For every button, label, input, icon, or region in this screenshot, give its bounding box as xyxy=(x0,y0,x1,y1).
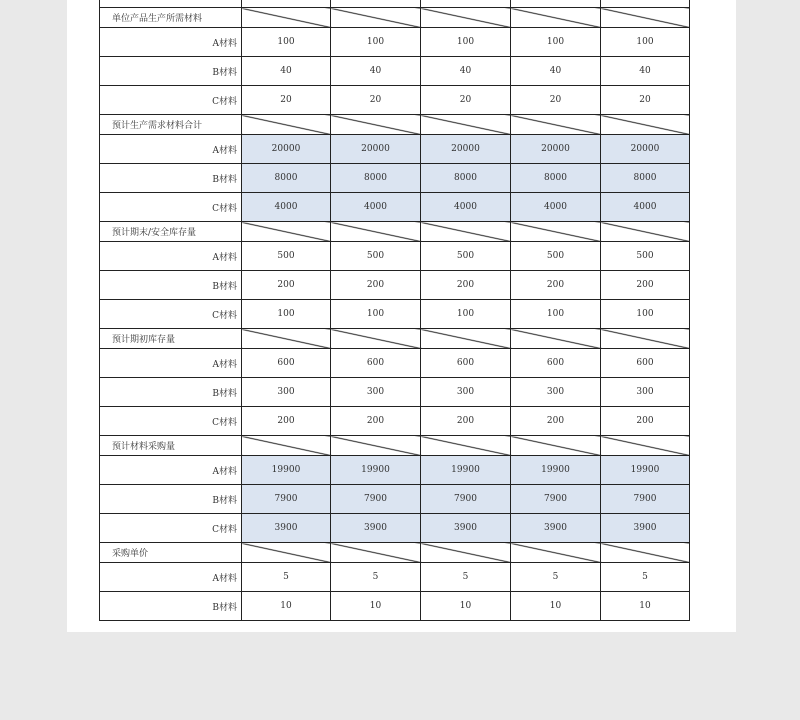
value-cell[interactable]: 20000 xyxy=(421,135,511,164)
table-row xyxy=(100,456,690,485)
section-title: 预计材料采购量 xyxy=(100,436,242,456)
value-cell[interactable]: 7900 xyxy=(331,485,421,514)
material-purchase-budget-table xyxy=(99,0,690,621)
value-cell[interactable]: 100 xyxy=(421,300,511,329)
section-title: 预计期末/安全库存量 xyxy=(100,222,242,242)
value-cell[interactable]: 20 xyxy=(421,86,511,115)
value-cell[interactable]: 20000 xyxy=(601,135,690,164)
diagonal-cell xyxy=(601,436,690,456)
value-cell[interactable]: 500 xyxy=(421,242,511,271)
value-cell[interactable]: 100 xyxy=(242,300,331,329)
value-cell[interactable]: 40 xyxy=(601,57,690,86)
value-cell[interactable]: 300 xyxy=(331,378,421,407)
diagonal-cell xyxy=(242,543,331,563)
value-cell[interactable]: 8000 xyxy=(242,164,331,193)
diagonal-cell xyxy=(242,222,331,242)
diagonal-cell xyxy=(331,115,421,135)
diagonal-cell xyxy=(601,543,690,563)
cut-off-cell xyxy=(100,0,242,8)
value-cell[interactable]: 20000 xyxy=(242,135,331,164)
value-cell[interactable]: 19900 xyxy=(331,456,421,485)
value-cell[interactable]: 4000 xyxy=(331,193,421,222)
row-label: C材料 xyxy=(100,514,242,543)
section-header-row xyxy=(100,329,690,349)
value-cell[interactable]: 200 xyxy=(331,407,421,436)
diagonal-cell xyxy=(242,329,331,349)
row-label: A材料 xyxy=(100,563,242,592)
section-header-row xyxy=(100,222,690,242)
value-cell[interactable]: 600 xyxy=(601,349,690,378)
value-cell[interactable]: 500 xyxy=(242,242,331,271)
section-title: 预计生产需求材料合计 xyxy=(100,115,242,135)
value-cell[interactable]: 8000 xyxy=(601,164,690,193)
diagonal-cell xyxy=(511,436,601,456)
diagonal-cell xyxy=(331,543,421,563)
row-label: C材料 xyxy=(100,300,242,329)
value-cell[interactable]: 7900 xyxy=(421,485,511,514)
row-label: A材料 xyxy=(100,456,242,485)
value-cell[interactable]: 40 xyxy=(421,57,511,86)
value-cell[interactable]: 20 xyxy=(601,86,690,115)
value-cell[interactable]: 200 xyxy=(511,407,601,436)
diagonal-cell xyxy=(242,115,331,135)
diagonal-cell xyxy=(511,222,601,242)
value-cell[interactable]: 20000 xyxy=(331,135,421,164)
value-cell[interactable]: 40 xyxy=(331,57,421,86)
value-cell[interactable]: 19900 xyxy=(511,456,601,485)
row-label: B材料 xyxy=(100,378,242,407)
table-row xyxy=(100,135,690,164)
value-cell[interactable]: 100 xyxy=(421,28,511,57)
value-cell[interactable]: 4000 xyxy=(242,193,331,222)
diagonal-cell xyxy=(331,222,421,242)
value-cell[interactable]: 100 xyxy=(331,28,421,57)
value-cell[interactable]: 10 xyxy=(331,592,421,621)
value-cell[interactable]: 200 xyxy=(331,271,421,300)
value-cell[interactable]: 200 xyxy=(242,407,331,436)
table-row xyxy=(100,271,690,300)
table-row xyxy=(100,86,690,115)
row-label: C材料 xyxy=(100,407,242,436)
table-row xyxy=(100,242,690,271)
table-row xyxy=(100,57,690,86)
value-cell[interactable]: 40 xyxy=(242,57,331,86)
diagonal-cell xyxy=(421,115,511,135)
diagonal-cell xyxy=(421,543,511,563)
row-label: A材料 xyxy=(100,349,242,378)
row-label: B材料 xyxy=(100,164,242,193)
value-cell[interactable]: 200 xyxy=(421,271,511,300)
section-title: 采购单价 xyxy=(100,543,242,563)
value-cell[interactable]: 100 xyxy=(331,300,421,329)
value-cell[interactable]: 300 xyxy=(242,378,331,407)
value-cell[interactable]: 100 xyxy=(511,28,601,57)
section-header-row xyxy=(100,115,690,135)
table-row xyxy=(100,407,690,436)
value-cell[interactable]: 200 xyxy=(511,271,601,300)
value-cell[interactable]: 500 xyxy=(511,242,601,271)
value-cell[interactable]: 200 xyxy=(421,407,511,436)
diagonal-cell xyxy=(511,543,601,563)
value-cell[interactable]: 10 xyxy=(242,592,331,621)
value-cell[interactable]: 100 xyxy=(511,300,601,329)
value-cell[interactable]: 100 xyxy=(242,28,331,57)
value-cell[interactable]: 10 xyxy=(511,592,601,621)
value-cell[interactable]: 300 xyxy=(511,378,601,407)
value-cell[interactable]: 20 xyxy=(511,86,601,115)
row-label: B材料 xyxy=(100,57,242,86)
section-header-row xyxy=(100,543,690,563)
value-cell[interactable]: 200 xyxy=(601,271,690,300)
row-label: B材料 xyxy=(100,271,242,300)
table-row xyxy=(100,164,690,193)
value-cell[interactable]: 4000 xyxy=(601,193,690,222)
diagonal-cell xyxy=(601,8,690,28)
value-cell[interactable]: 5 xyxy=(331,563,421,592)
section-title: 单位产品生产所需材料 xyxy=(100,8,242,28)
value-cell[interactable]: 3900 xyxy=(242,514,331,543)
value-cell[interactable]: 7900 xyxy=(242,485,331,514)
table-row xyxy=(100,193,690,222)
value-cell[interactable]: 100 xyxy=(601,300,690,329)
value-cell[interactable]: 8000 xyxy=(511,164,601,193)
value-cell[interactable]: 300 xyxy=(601,378,690,407)
diagonal-cell xyxy=(331,8,421,28)
section-title: 预计期初库存量 xyxy=(100,329,242,349)
value-cell[interactable]: 40 xyxy=(511,57,601,86)
value-cell[interactable]: 500 xyxy=(331,242,421,271)
table-row xyxy=(100,514,690,543)
table-row xyxy=(100,378,690,407)
value-cell[interactable]: 200 xyxy=(242,271,331,300)
diagonal-cell xyxy=(511,115,601,135)
value-cell[interactable]: 19900 xyxy=(421,456,511,485)
row-label: C材料 xyxy=(100,193,242,222)
value-cell[interactable]: 20000 xyxy=(511,135,601,164)
section-header-row xyxy=(100,436,690,456)
value-cell[interactable]: 20 xyxy=(242,86,331,115)
value-cell[interactable]: 19900 xyxy=(242,456,331,485)
diagonal-cell xyxy=(601,222,690,242)
row-label: B材料 xyxy=(100,485,242,514)
value-cell[interactable]: 500 xyxy=(601,242,690,271)
value-cell[interactable]: 3900 xyxy=(421,514,511,543)
diagonal-cell xyxy=(421,222,511,242)
value-cell[interactable]: 8000 xyxy=(421,164,511,193)
row-label: A材料 xyxy=(100,28,242,57)
value-cell[interactable]: 10 xyxy=(421,592,511,621)
value-cell[interactable]: 8000 xyxy=(331,164,421,193)
value-cell[interactable]: 4000 xyxy=(511,193,601,222)
value-cell[interactable]: 5 xyxy=(511,563,601,592)
value-cell[interactable]: 7900 xyxy=(601,485,690,514)
value-cell[interactable]: 10 xyxy=(601,592,690,621)
table-row xyxy=(100,485,690,514)
value-cell[interactable]: 600 xyxy=(331,349,421,378)
table-row xyxy=(100,592,690,621)
row-label: A材料 xyxy=(100,135,242,164)
diagonal-cell xyxy=(421,8,511,28)
table-row xyxy=(100,300,690,329)
row-label: C材料 xyxy=(100,86,242,115)
diagonal-cell xyxy=(601,329,690,349)
value-cell[interactable]: 100 xyxy=(601,28,690,57)
diagonal-cell xyxy=(421,329,511,349)
value-cell[interactable]: 5 xyxy=(421,563,511,592)
value-cell[interactable]: 5 xyxy=(601,563,690,592)
diagonal-cell xyxy=(511,8,601,28)
value-cell[interactable]: 5 xyxy=(242,563,331,592)
value-cell[interactable]: 20 xyxy=(331,86,421,115)
diagonal-cell xyxy=(242,8,331,28)
row-label: A材料 xyxy=(100,242,242,271)
value-cell[interactable]: 3900 xyxy=(511,514,601,543)
value-cell[interactable]: 4000 xyxy=(421,193,511,222)
value-cell[interactable]: 300 xyxy=(421,378,511,407)
value-cell[interactable]: 600 xyxy=(511,349,601,378)
value-cell[interactable]: 600 xyxy=(242,349,331,378)
value-cell[interactable]: 3900 xyxy=(331,514,421,543)
section-header-row xyxy=(100,8,690,28)
diagonal-cell xyxy=(242,436,331,456)
diagonal-cell xyxy=(331,329,421,349)
table-row xyxy=(100,563,690,592)
value-cell[interactable]: 200 xyxy=(601,407,690,436)
value-cell[interactable]: 3900 xyxy=(601,514,690,543)
diagonal-cell xyxy=(601,115,690,135)
diagonal-cell xyxy=(421,436,511,456)
diagonal-cell xyxy=(331,436,421,456)
table-row xyxy=(100,28,690,57)
value-cell[interactable]: 7900 xyxy=(511,485,601,514)
table-row xyxy=(100,349,690,378)
value-cell[interactable]: 19900 xyxy=(601,456,690,485)
diagonal-cell xyxy=(511,329,601,349)
row-label: B材料 xyxy=(100,592,242,621)
value-cell[interactable]: 600 xyxy=(421,349,511,378)
